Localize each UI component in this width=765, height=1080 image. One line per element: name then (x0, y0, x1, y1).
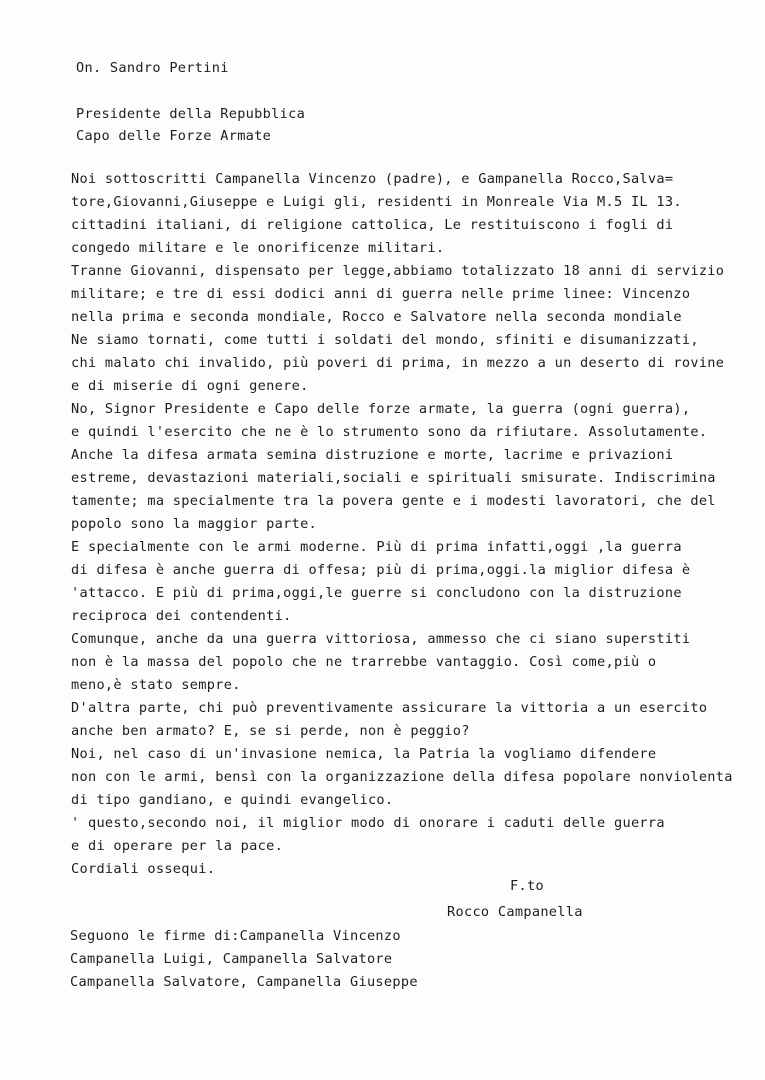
body-line: Tranne Giovanni, dispensato per legge,abbiamo totalizzato 18 anni di servizio (71, 263, 725, 279)
signatories-line: Campanella Luigi, Campanella Salvatore (70, 951, 393, 967)
body-line: Anche la difesa armata semina distruzione e morte, lacrime e privazioni (71, 447, 674, 463)
body-line: non è la massa del popolo che ne trarrebbe vantaggio. Così come,più o (71, 654, 657, 670)
body-line: e quindi l'esercito che ne è lo strumento sono da rifiutare. Assolutamente. (71, 424, 708, 440)
signatories-line: Campanella Salvatore, Campanella Giuseppe (70, 974, 418, 990)
body-line: e di miserie di ogni genere. (71, 378, 309, 394)
body-line: cittadini italiani, di religione cattolica, Le restituiscono i fogli di (71, 217, 674, 233)
body-line: di difesa è anche guerra di offesa; più di prima,oggi.la miglior difesa è (71, 562, 691, 578)
body-line: Noi sottoscritti Campanella Vincenzo (padre), e Gampanella Rocco,Salva= (71, 171, 674, 187)
signature-name: Rocco Campanella (447, 904, 583, 920)
body-line: E specialmente con le armi moderne. Più di prima infatti,oggi ,la guerra (71, 539, 682, 555)
body-line: No, Signor Presidente e Capo delle forze armate, la guerra (ogni guerra), (71, 401, 691, 417)
body-line: Comunque, anche da una guerra vittoriosa, ammesso che ci siano superstiti (71, 631, 691, 647)
title-line-president: Presidente della Repubblica (76, 106, 306, 122)
body-line: D'altra parte, chi può preventivamente assicurare la vittoria a un esercito (71, 700, 708, 716)
body-line: di tipo gandiano, e quindi evangelico. (71, 792, 394, 808)
body-line: estreme, devastazioni materiali,sociali e spirituali smisurate. Indiscrimina (71, 470, 716, 486)
body-line: nella prima e seconda mondiale, Rocco e Salvatore nella seconda mondiale (71, 309, 682, 325)
body-line: e di operare per la pace. (71, 838, 284, 854)
signature-fto: F.to (510, 878, 544, 894)
body-line: tore,Giovanni,Giuseppe e Luigi gli, residenti in Monreale Via M.5 IL 13. (71, 194, 682, 210)
body-line: chi malato chi invalido, più poveri di prima, in mezzo a un deserto di rovine (71, 355, 725, 371)
signatories-line: Seguono le firme di:Campanella Vincenzo (70, 928, 401, 944)
body-line: anche ben armato? E, se si perde, non è peggio? (71, 723, 470, 739)
body-line: popolo sono la maggior parte. (71, 516, 318, 532)
body-line: Noi, nel caso di un'invasione nemica, la Patria la vogliamo difendere (71, 746, 657, 762)
body-line: non con le armi, bensì con la organizzazione della difesa popolare nonviolenta (71, 769, 733, 785)
addressee: On. Sandro Pertini (76, 60, 229, 76)
body-line: meno,è stato sempre. (71, 677, 241, 693)
body-line: tamente; ma specialmente tra la povera gente e i modesti lavoratori, che del (71, 493, 716, 509)
title-line-commander: Capo delle Forze Armate (76, 128, 272, 144)
body-line: 'attacco. E più di prima,oggi,le guerre si concludono con la distruzione (71, 585, 682, 601)
body-line: ' questo,secondo noi, il miglior modo di onorare i caduti delle guerra (71, 815, 665, 831)
body-line: militare; e tre di essi dodici anni di guerra nelle prime linee: Vincenzo (71, 286, 691, 302)
body-line: Cordiali ossequi. (71, 861, 216, 877)
body-line: congedo militare e le onorificenze militari. (71, 240, 445, 256)
body-line: Ne siamo tornati, come tutti i soldati del mondo, sfiniti e disumanizzati, (71, 332, 699, 348)
body-line: reciproca dei contendenti. (71, 608, 292, 624)
